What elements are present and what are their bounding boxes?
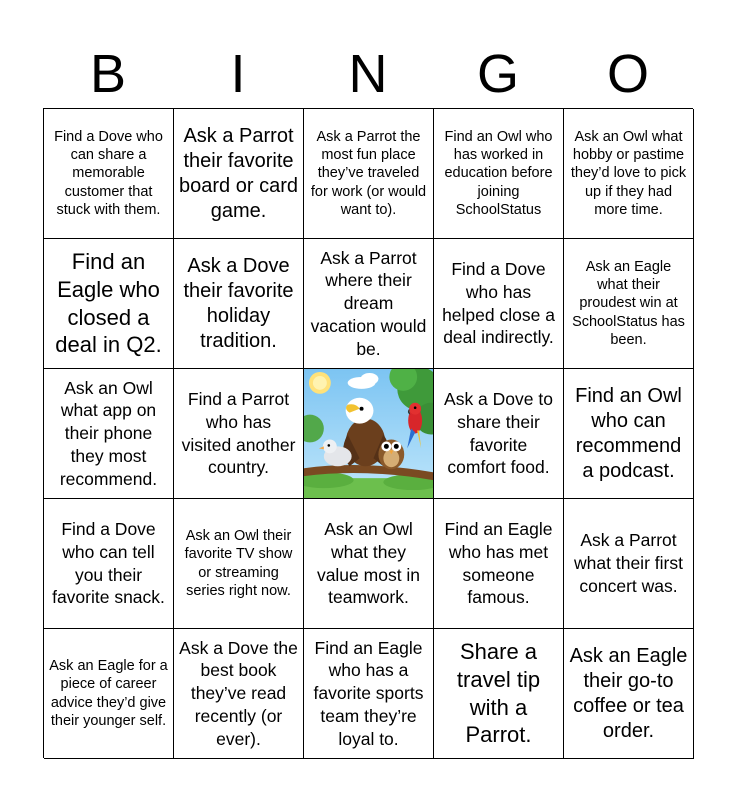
- bingo-square-16[interactable]: [44, 499, 174, 629]
- bingo-square-8[interactable]: [304, 239, 434, 369]
- square-text: Share a travel tip with a Parrot.: [456, 638, 541, 748]
- bingo-square-3[interactable]: [304, 109, 434, 239]
- bingo-square-7[interactable]: [174, 239, 304, 369]
- bingo-square-14[interactable]: [434, 369, 564, 499]
- square-text: Ask an Owl what app on their phone they most recommend.: [59, 377, 158, 489]
- square-text: Ask an Owl what hobby or pastime they’d love to pick up if they had more time.: [570, 129, 687, 218]
- title-letter-b: B: [89, 44, 127, 104]
- square-text: Find an Owl who has worked in education before joining SchoolStatus: [444, 129, 553, 218]
- bingo-square-18[interactable]: [304, 499, 434, 629]
- bingo-square-6[interactable]: [44, 239, 174, 369]
- bingo-square-21[interactable]: [44, 629, 174, 759]
- square-text: Ask a Dove the best book they’ve read recently (or ever).: [179, 637, 298, 749]
- bingo-square-1[interactable]: [44, 109, 174, 239]
- bingo-square-11[interactable]: [44, 369, 174, 499]
- bird-illustration-icon: [304, 369, 433, 498]
- title-letter-i: I: [230, 44, 246, 104]
- bingo-square-9[interactable]: [434, 239, 564, 369]
- square-text: Ask a Parrot their favorite board or card game.: [179, 124, 298, 222]
- square-text: Find an Eagle who closed a deal in Q2.: [55, 248, 162, 358]
- bingo-card-grid: [43, 108, 693, 758]
- square-text: Find a Dove who can tell you their favorite snack.: [52, 519, 165, 608]
- free-space[interactable]: [304, 369, 434, 499]
- square-text: Ask an Eagle for a piece of career advice they’d give their younger self.: [49, 658, 168, 729]
- title-letter-g: G: [476, 44, 519, 104]
- square-text: Ask a Parrot what their first concert was.: [574, 530, 683, 596]
- bingo-square-23[interactable]: [304, 629, 434, 759]
- bingo-square-22[interactable]: [174, 629, 304, 759]
- square-text: Ask a Parrot the most fun place they’ve traveled for work (or would want to).: [310, 129, 427, 218]
- bingo-square-2[interactable]: [174, 109, 304, 239]
- bingo-square-19[interactable]: [434, 499, 564, 629]
- square-text: Ask an Owl what they value most in teamwork.: [316, 519, 421, 608]
- bingo-square-4[interactable]: [434, 109, 564, 239]
- title-letter-n: N: [348, 44, 388, 104]
- square-text: Ask a Dove to share their favorite comfort food.: [444, 389, 553, 478]
- bingo-square-25[interactable]: [564, 629, 694, 759]
- square-text: Find a Dove who can share a memorable customer that stuck with them.: [54, 129, 163, 218]
- square-text: Ask a Parrot where their dream vacation would be.: [310, 247, 427, 359]
- bingo-title: [43, 40, 693, 108]
- bingo-square-5[interactable]: [564, 109, 694, 239]
- square-text: Ask an Eagle what their proudest win at SchoolStatus has been.: [572, 259, 685, 348]
- bingo-square-10[interactable]: [564, 239, 694, 369]
- bingo-square-20[interactable]: [564, 499, 694, 629]
- bingo-square-17[interactable]: [174, 499, 304, 629]
- bingo-square-15[interactable]: [564, 369, 694, 499]
- square-text: Ask a Dove their favorite holiday tradition.: [183, 254, 294, 352]
- square-text: Find a Dove who has helped close a deal indirectly.: [442, 259, 555, 348]
- bingo-square-24[interactable]: [434, 629, 564, 759]
- square-text: Ask an Owl their favorite TV show or streaming series right now.: [184, 528, 293, 599]
- square-text: Find an Eagle who has met someone famous.: [444, 519, 553, 608]
- bingo-square-12[interactable]: [174, 369, 304, 499]
- square-text: Find an Owl who can recommend a podcast.: [575, 384, 682, 482]
- title-letter-o: O: [606, 44, 649, 104]
- square-text: Find a Parrot who has visited another country.: [181, 389, 296, 478]
- square-text: Ask an Eagle their go-to coffee or tea order.: [569, 644, 688, 742]
- square-text: Find an Eagle who has a favorite sports team they’re loyal to.: [313, 637, 424, 749]
